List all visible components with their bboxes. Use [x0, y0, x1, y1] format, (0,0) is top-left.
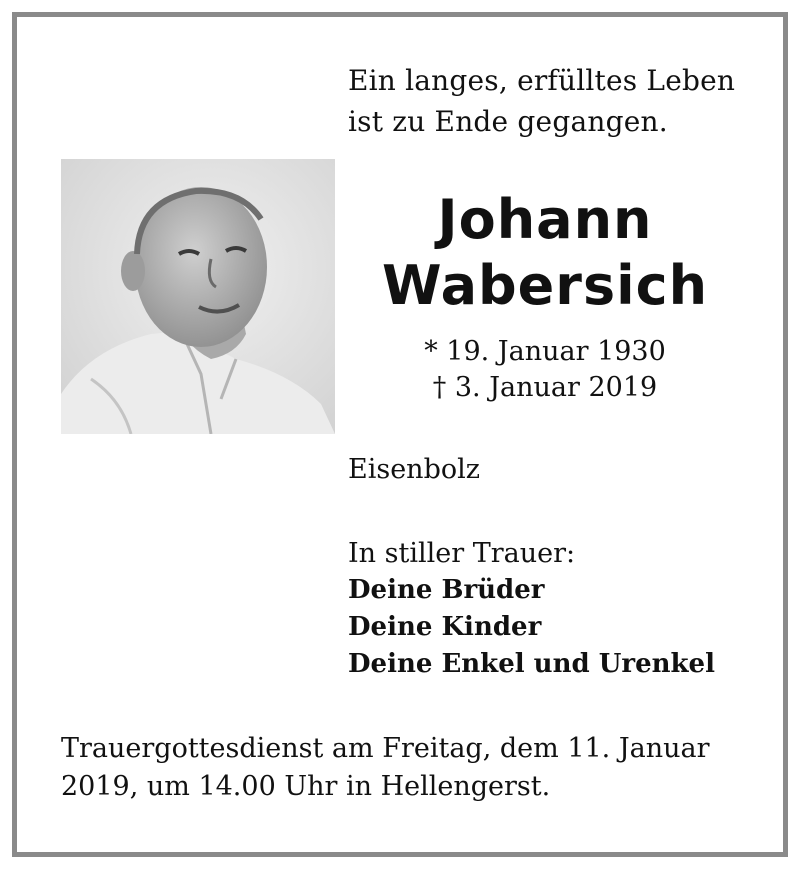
- mourners-block: [348, 535, 715, 683]
- mourner-children: Deine Kinder: [348, 612, 542, 642]
- intro-line-1: Ein langes, erfülltes Leben: [348, 64, 736, 97]
- deceased-last-name: Wabersich: [381, 254, 709, 317]
- intro-text: [348, 60, 735, 142]
- funeral-service-info: [61, 730, 761, 806]
- death-date: † 3. Januar 2019: [432, 372, 658, 403]
- mourner-grandchildren: Deine Enkel und Urenkel: [348, 649, 715, 679]
- intro-line-2: ist zu Ende gegangen.: [348, 105, 668, 138]
- service-line-1: Trauergottesdienst am Freitag, dem 11. Januar: [61, 733, 710, 764]
- deceased-first-name: Johann: [437, 188, 653, 251]
- service-line-2: 2019, um 14.00 Uhr in Hellengerst.: [61, 771, 551, 802]
- home-town: Eisenbolz: [348, 454, 480, 485]
- birth-date: * 19. Januar 1930: [424, 336, 666, 367]
- mourning-intro: In stiller Trauer:: [348, 538, 576, 569]
- portrait-photo: [61, 159, 335, 434]
- mourner-siblings: Deine Brüder: [348, 575, 545, 605]
